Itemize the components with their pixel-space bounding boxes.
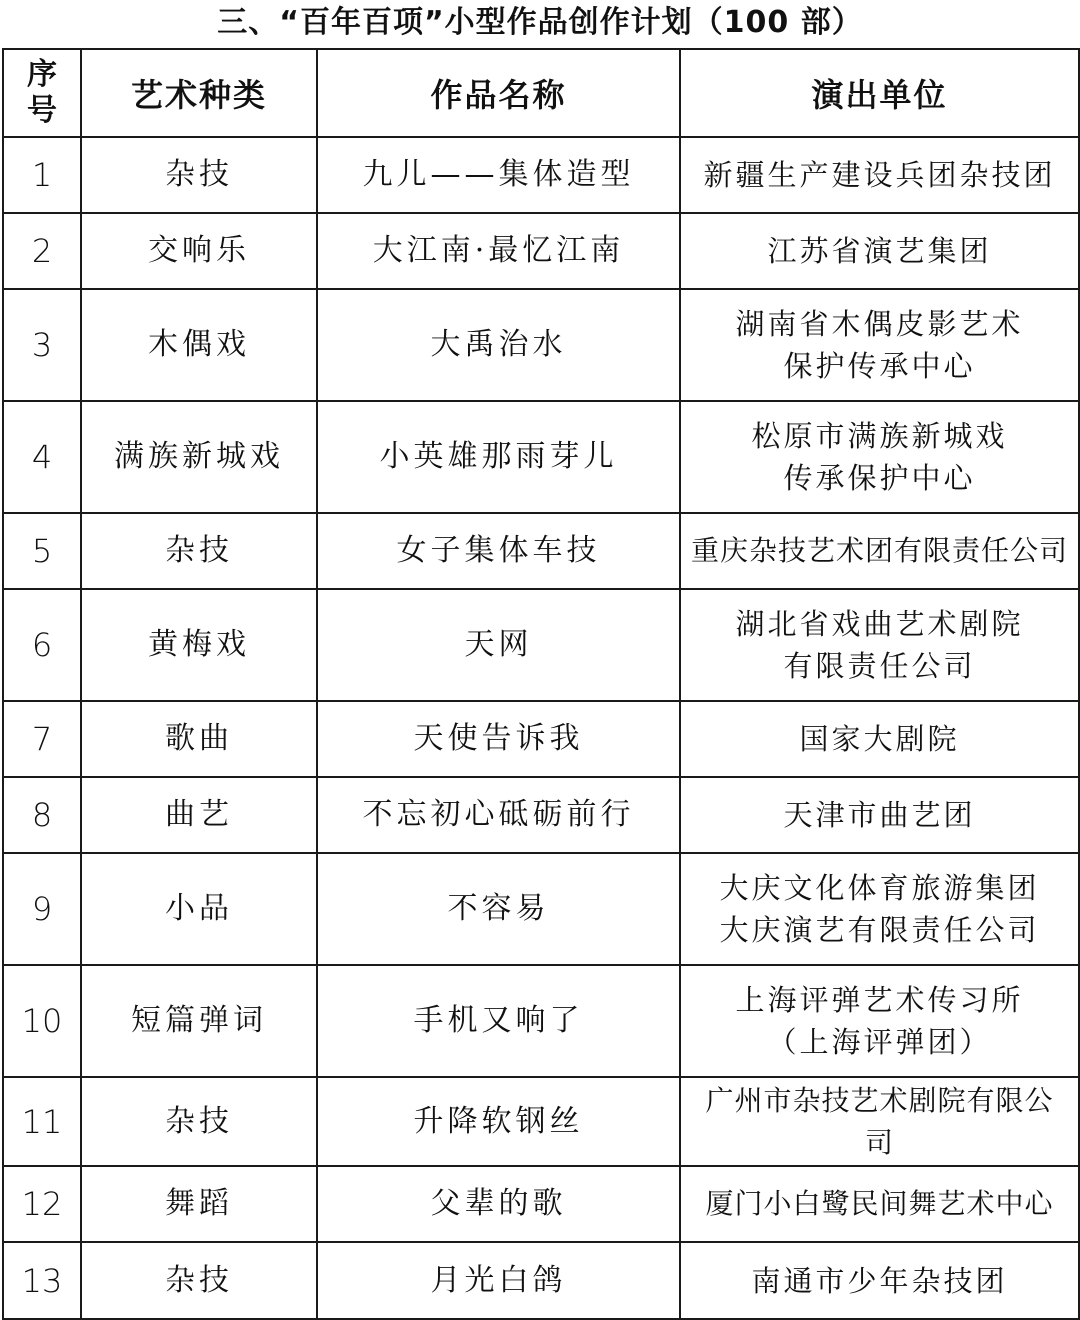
cell-work: 小英雄那雨芽儿 <box>317 401 680 513</box>
table-row <box>3 589 1079 701</box>
cell-seq: 9 <box>3 853 81 965</box>
page-title: 三、“百年百项”小型作品创作计划（100 部） <box>217 5 863 40</box>
cell-unit-line: 南通市少年杂技团 <box>751 1263 1008 1298</box>
cell-seq: 8 <box>3 777 81 853</box>
cell-work: 大禹治水 <box>317 289 680 401</box>
cell-work: 升降软钢丝 <box>317 1077 680 1166</box>
cell-work: 父辈的歌 <box>317 1166 680 1242</box>
cell-seq: 3 <box>3 289 81 401</box>
table-row <box>3 701 1079 777</box>
table-row <box>3 965 1079 1077</box>
table-row <box>3 1242 1079 1319</box>
cell-category: 歌曲 <box>81 701 317 777</box>
cell-work: 女子集体车技 <box>317 513 680 589</box>
table-row <box>3 213 1079 289</box>
header-seq-line2: 号 <box>27 93 57 128</box>
header-unit: 演出单位 <box>680 49 1079 137</box>
cell-unit-line: 江苏省演艺集团 <box>767 234 992 268</box>
cell-category: 杂技 <box>81 1077 317 1166</box>
cell-category: 短篇弹词 <box>81 965 317 1077</box>
table-row <box>3 401 1079 513</box>
cell-unit <box>680 289 1079 401</box>
cell-work: 不忘初心砥砺前行 <box>317 777 680 853</box>
table-body <box>3 137 1079 1319</box>
cell-category: 木偶戏 <box>81 289 317 401</box>
table-row <box>3 1077 1079 1166</box>
table-row <box>3 137 1079 213</box>
cell-category: 曲艺 <box>81 777 317 853</box>
cell-unit-line: 国家大剧院 <box>799 722 960 756</box>
table-row <box>3 777 1079 853</box>
cell-unit <box>680 1077 1079 1166</box>
cell-category: 杂技 <box>81 1242 317 1319</box>
cell-seq: 6 <box>3 589 81 701</box>
cell-unit <box>680 1166 1079 1242</box>
cell-seq: 12 <box>3 1166 81 1242</box>
cell-unit-line: 保护传承中心 <box>783 349 976 383</box>
cell-unit <box>680 1242 1079 1319</box>
cell-unit-line: 上海评弹艺术传习所 <box>735 983 1024 1017</box>
cell-unit-line: 厦门小白鹭民间舞艺术中心 <box>705 1187 1054 1220</box>
table-header-row <box>3 49 1079 137</box>
cell-seq: 10 <box>3 965 81 1077</box>
cell-seq: 5 <box>3 513 81 589</box>
cell-unit-line: 司 <box>864 1125 894 1159</box>
cell-unit-line: 重庆杂技艺术团有限责任公司 <box>690 534 1068 567</box>
cell-unit-line: 湖南省木偶皮影艺术 <box>735 307 1024 341</box>
cell-unit-line: 大庆文化体育旅游集团 <box>719 871 1040 905</box>
table-row <box>3 289 1079 401</box>
cell-unit <box>680 401 1079 513</box>
cell-category: 舞蹈 <box>81 1166 317 1242</box>
cell-seq: 4 <box>3 401 81 513</box>
cell-unit-line: 新疆生产建设兵团杂技团 <box>703 158 1056 192</box>
cell-unit-line: 大庆演艺有限责任公司 <box>719 913 1040 947</box>
header-seq-line1: 序 <box>27 57 57 92</box>
cell-seq: 2 <box>3 213 81 289</box>
cell-work: 不容易 <box>317 853 680 965</box>
cell-seq: 1 <box>3 137 81 213</box>
cell-unit-line: 松原市满族新城戏 <box>751 419 1008 453</box>
cell-category: 杂技 <box>81 137 317 213</box>
cell-unit-line: 湖北省戏曲艺术剧院 <box>735 607 1024 641</box>
cell-work: 大江南·最忆江南 <box>317 213 680 289</box>
header-seq <box>3 49 81 137</box>
cell-unit <box>680 701 1079 777</box>
cell-unit <box>680 137 1079 213</box>
cell-category: 杂技 <box>81 513 317 589</box>
cell-unit <box>680 513 1079 589</box>
cell-work: 月光白鸽 <box>317 1242 680 1319</box>
cell-work: 天使告诉我 <box>317 701 680 777</box>
table-row <box>3 1166 1079 1242</box>
cell-seq: 13 <box>3 1242 81 1319</box>
cell-category: 小品 <box>81 853 317 965</box>
table-row <box>3 853 1079 965</box>
cell-unit-line: 有限责任公司 <box>783 649 976 683</box>
cell-category: 满族新城戏 <box>81 401 317 513</box>
works-table <box>2 48 1080 1320</box>
cell-work: 九儿——集体造型 <box>317 137 680 213</box>
cell-work: 天网 <box>317 589 680 701</box>
cell-seq: 7 <box>3 701 81 777</box>
header-work: 作品名称 <box>317 49 680 137</box>
cell-unit <box>680 853 1079 965</box>
cell-unit-line: 广州市杂技艺术剧院有限公 <box>705 1083 1054 1117</box>
table-row <box>3 513 1079 589</box>
cell-unit <box>680 965 1079 1077</box>
cell-unit-line: 天津市曲艺团 <box>783 798 976 832</box>
cell-category: 黄梅戏 <box>81 589 317 701</box>
cell-unit <box>680 213 1079 289</box>
header-category: 艺术种类 <box>81 49 317 137</box>
cell-category: 交响乐 <box>81 213 317 289</box>
cell-unit <box>680 589 1079 701</box>
cell-work: 手机又响了 <box>317 965 680 1077</box>
cell-unit-line: （上海评弹团） <box>767 1025 992 1059</box>
cell-unit-line: 传承保护中心 <box>783 461 976 495</box>
cell-unit <box>680 777 1079 853</box>
cell-seq: 11 <box>3 1077 81 1166</box>
